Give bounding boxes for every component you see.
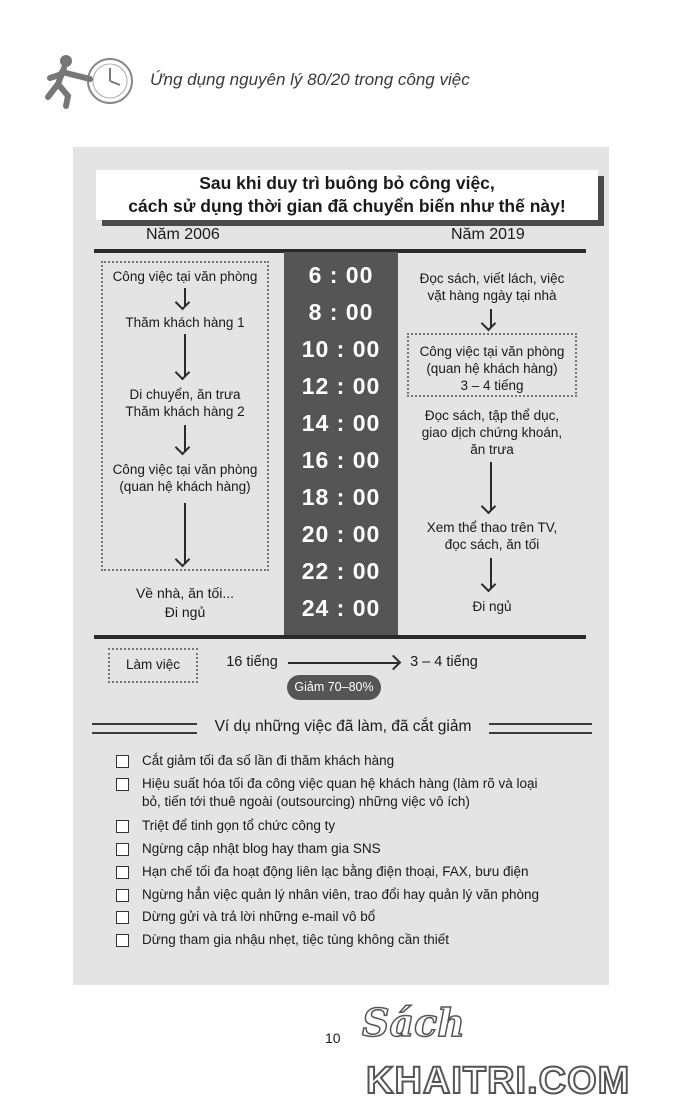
time-label: 6 : 00 [308,262,374,288]
checkbox-icon [116,778,129,791]
checkbox-icon [116,843,129,856]
hours-2006: 16 tiếng [226,654,278,670]
arrow-right-icon [288,662,398,664]
arrow-down-icon [490,309,492,327]
example-item: Hạn chế tối đa hoạt động liên lạc bằng điện thoại, FAX, bưu điện [142,864,529,879]
home-sleep-line-2: Đi ngủ [164,604,206,620]
checkbox-icon [116,911,129,924]
time-label: 12 : 00 [301,373,381,399]
reading-home-line-2: vặt hàng ngày tại nhà [427,288,557,303]
page-header-title: Ứng dụng nguyên lý 80/20 trong công việc [150,70,470,89]
time-label: 16 : 00 [301,447,381,473]
office-work-2019-line-2: (quan hệ khách hàng) [426,361,558,376]
arrow-down-icon [184,288,186,306]
watermark-script: Sách [362,1000,465,1045]
time-label: 20 : 00 [301,521,381,547]
hours-2019: 3 – 4 tiếng [410,654,478,670]
evening-activities-label [404,519,580,553]
sleep-2019-label: Đi ngủ [472,599,512,614]
checkbox-icon [116,820,129,833]
arrow-down-icon [184,334,186,376]
client-visit-1-label: Thăm khách hàng 1 [125,315,245,330]
example-item: Dừng tham gia nhậu nhẹt, tiệc tùng không cần thiết [142,932,449,947]
example-item: Ngừng hẳn việc quản lý nhân viên, trao đổi hay quản lý văn phòng [142,887,540,902]
year-2019-heading: Năm 2019 [451,226,525,243]
office-work-2019-line-3: 3 – 4 tiếng [460,378,524,393]
example-item: Dừng gửi và trả lời những e-mail vô bổ [142,909,376,924]
midday-line-1: Đọc sách, tập thể dục, [424,408,560,423]
office-work-2-label [101,461,269,495]
time-label: 8 : 00 [308,299,374,325]
midday-line-2: giao dịch chứng khoán, [421,425,563,440]
reading-home-label [404,270,580,304]
checkbox-icon [116,866,129,879]
time-label: 14 : 00 [301,410,381,436]
office-work-2-line-1: Công việc tại văn phòng [112,462,258,477]
office-work-label: Công việc tại văn phòng [112,269,258,284]
examples-heading: Ví dụ những việc đã làm, đã cắt giảm [197,718,489,736]
checkbox-icon [116,934,129,947]
lunch-move-line-2: Thăm khách hàng 2 [125,404,245,419]
runner-clock-icon [38,52,138,110]
reduction-badge: Giảm 70–80% [287,675,381,700]
year-2006-heading: Năm 2006 [146,226,220,243]
arrow-down-icon [490,558,492,588]
arrow-down-icon [184,425,186,451]
box-title-line-1: Sau khi duy trì buông bỏ công việc, [199,173,495,193]
box-title [96,170,598,220]
evening-line-1: Xem thể thao trên TV, [426,520,558,535]
checkbox-icon [116,889,129,902]
time-label: 18 : 00 [301,484,381,510]
example-item: Hiệu suất hóa tối đa công việc quan hệ khách hàng (làm rõ và loại [142,776,538,791]
lunch-move-line-1: Di chuyển, ăn trưa [129,387,241,402]
arrow-down-icon [490,462,492,510]
example-item: Ngừng cập nhật blog hay tham gia SNS [142,841,381,856]
midday-line-3: ăn trưa [470,442,514,457]
arrow-down-icon [184,503,186,563]
page-number: 10 [325,1030,341,1046]
checkbox-icon [116,755,129,768]
evening-line-2: đọc sách, ăn tối [444,537,540,552]
reading-home-line-1: Đọc sách, viết lách, việc [419,271,565,286]
example-item-continued: bỏ, tiến tới thuê ngoài (outsourcing) những việc vô ích) [142,794,470,809]
example-item: Cắt giảm tối đa số lần đi thăm khách hàng [142,753,395,768]
example-item: Triệt để tinh gọn tổ chức công ty [142,818,336,833]
lunch-move-label [101,386,269,420]
time-label: 22 : 00 [301,558,381,584]
work-label: Làm việc [125,657,181,672]
office-work-2019-line-1: Công việc tại văn phòng [419,344,565,359]
home-sleep-label [101,584,269,622]
box-title-line-2: cách sử dụng thời gian đã chuyển biến như thế này! [128,196,566,216]
time-label: 10 : 00 [301,336,381,362]
office-work-2019-label [407,343,577,394]
watermark-site: KHAITRI.COM [366,1060,631,1102]
midday-activities-label [396,407,588,458]
bottom-rule [94,635,586,639]
office-work-2-line-2: (quan hệ khách hàng) [119,479,251,494]
home-sleep-line-1: Về nhà, ăn tối... [135,585,235,601]
time-label: 24 : 00 [301,595,381,621]
